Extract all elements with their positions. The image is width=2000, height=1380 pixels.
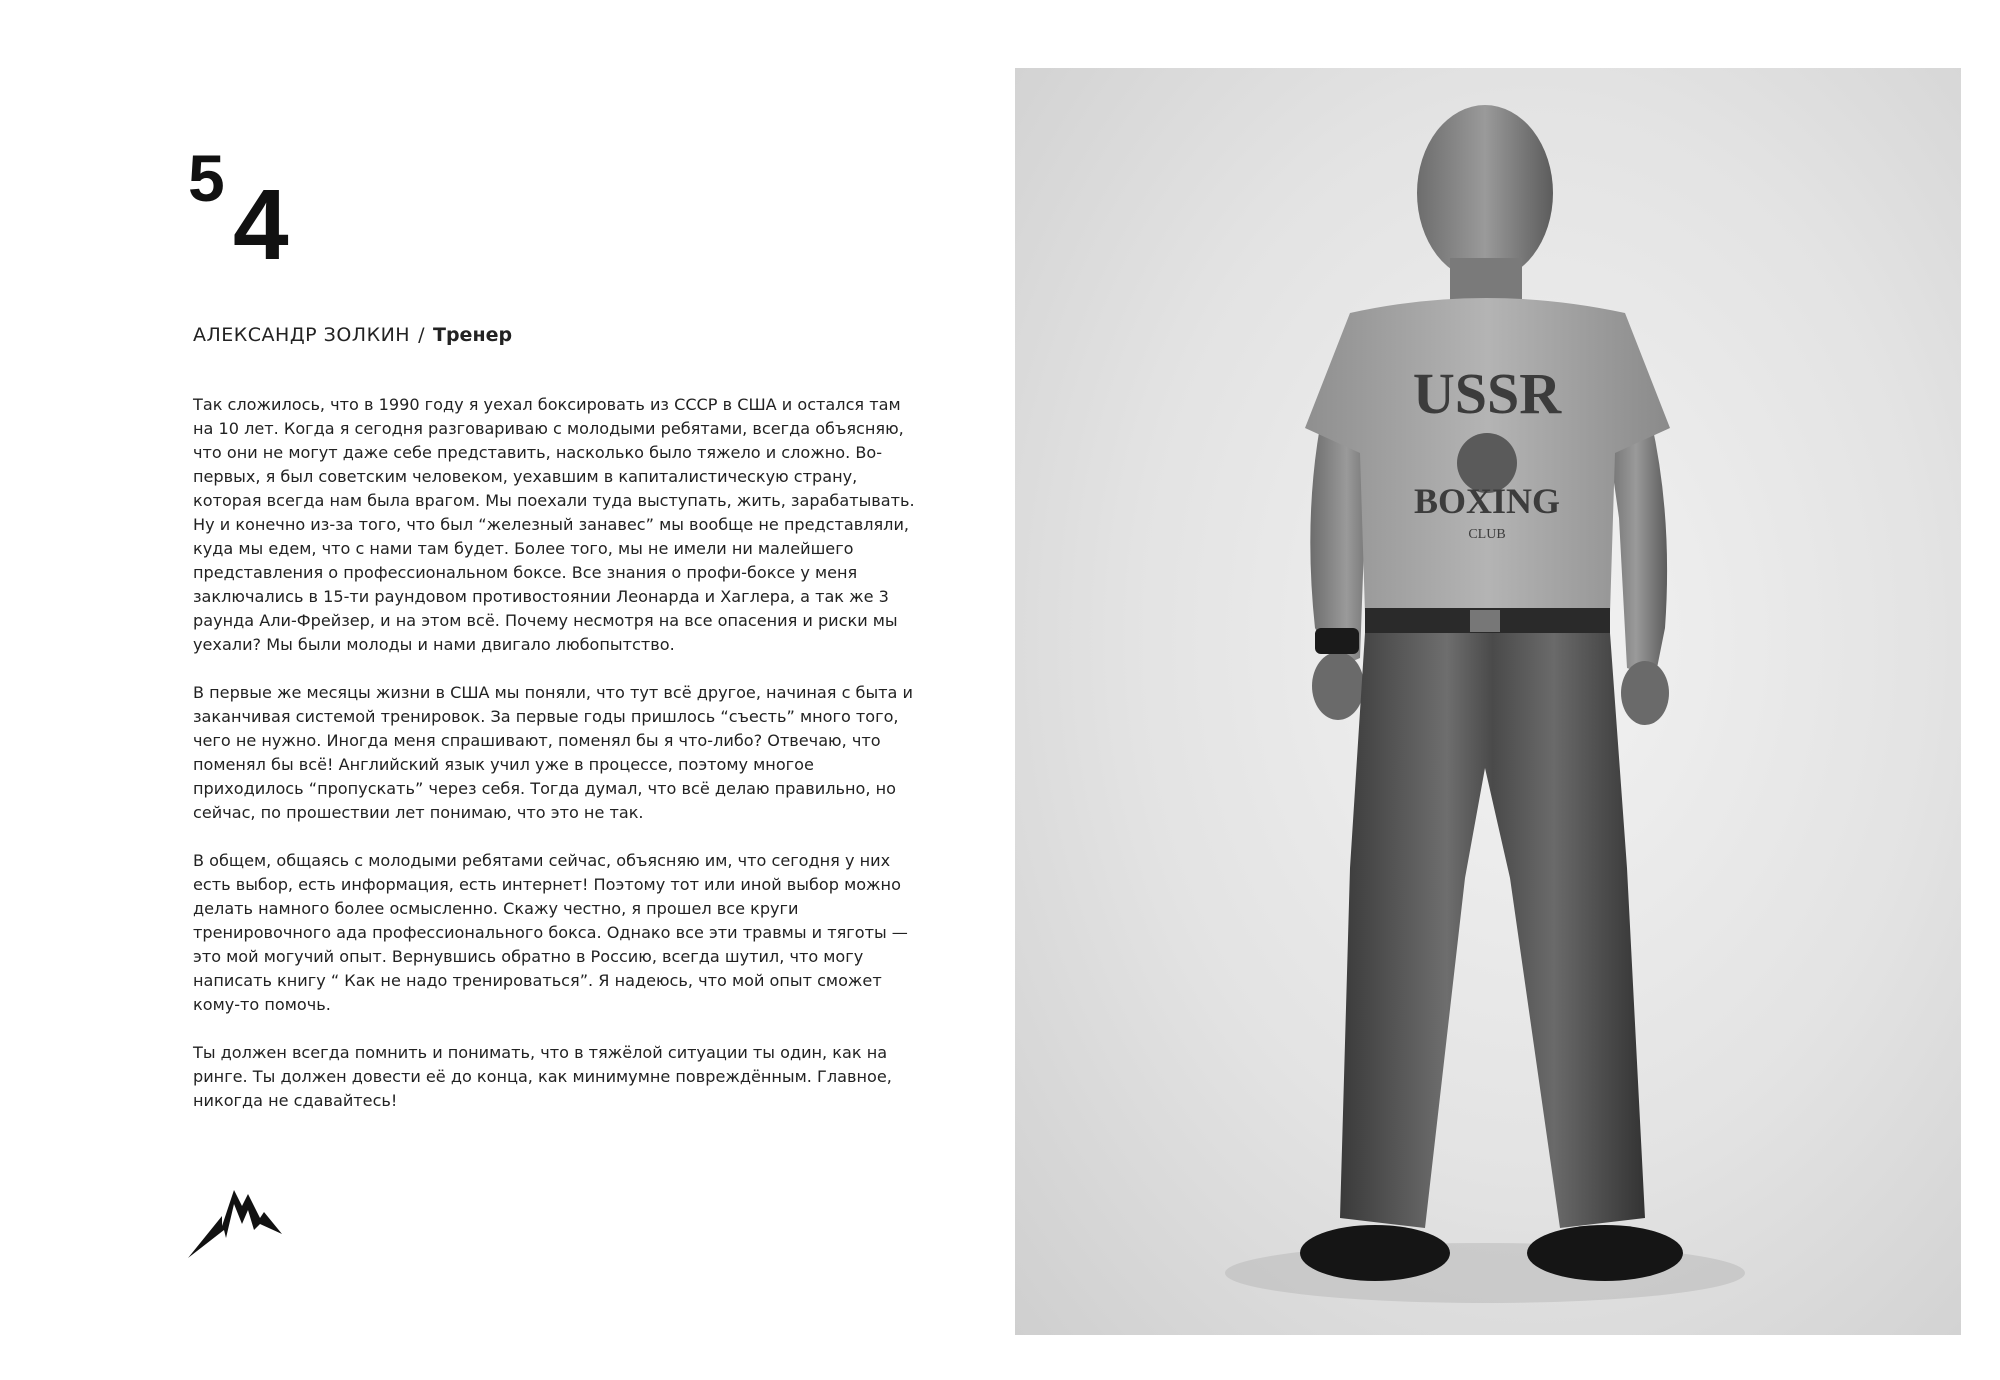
mountain-icon (186, 1180, 284, 1260)
heading-separator: / (418, 324, 425, 346)
shirt-text-sub: CLUB (1468, 527, 1506, 542)
page-number (188, 141, 298, 281)
page-number-second-digit: 4 (233, 169, 289, 281)
paragraph: Ты должен всегда помнить и понимать, что в тяжёлой ситуации ты один, как на ринге. Ты должен довести её до конца, как минимумне повреждённым. Главное, никогда не сдавайтесь! (193, 1043, 892, 1110)
person-name: АЛЕКСАНДР ЗОЛКИН (193, 324, 411, 346)
page-number-first-digit: 5 (188, 141, 225, 215)
person-role: Тренер (433, 324, 513, 346)
portrait-photo (1015, 68, 1961, 1335)
shirt-text-top: USSR (1412, 361, 1562, 426)
paragraph: В первые же месяцы жизни в США мы поняли, что тут всё другое, начиная с быта и заканчивая системой тренировок. За первые годы пришлось “съесть” много того, чего не нужно. Иногда меня спрашивают, поменял бы я что-либо? Отвечаю, что поменял бы всё! Английский язык учил уже в процессе, поэтому многое приходилось “пропускать” через себя. Тогда думал, что всё делаю правильно, но сейчас, по прошествии лет понимаю, что это не так. (193, 683, 913, 822)
interview-text (193, 393, 923, 1137)
person-heading (193, 324, 512, 346)
shirt-text-main: BOXING (1413, 481, 1561, 521)
paragraph: Так сложилось, что в 1990 году я уехал боксировать из СССР в США и остался там на 10 лет. Когда я сегодня разговариваю с молодыми ребятами, всегда объясняю, что они не могут даже себе представить, насколько было тяжело и сложно. Во-первых, я был советским человеком, уехавшим в капиталистическую страну, которая всегда нам была врагом. Мы поехали туда выступать, жить, зарабатывать. Ну и конечно из-за того, что был “железный занавес” мы вообще не представляли, куда мы едем, что с нами там будет. Более того, мы не имели ни малейшего представления о профессиональном боксе. Все знания о профи-боксе у меня заключались в 15-ти раундовом противостоянии Леонарда и Хаглера, а так же 3 раунда Али-Фрейзер, и на этом всё. Почему несмотря на все опасения и риски мы уехали? Мы были молоды и нами двигало любопытство. (193, 395, 915, 654)
paragraph: В общем, общаясь с молодыми ребятами сейчас, объясняю им, что сегодня у них есть выбор, есть информация, есть интернет! Поэтому тот или иной выбор можно делать намного более осмысленно. Скажу честно, я прошел все круги тренировочного ада профессионального бокса. Однако все эти травмы и тяготы — это мой могучий опыт. Вернувшись обратно в Россию, всегда шутил, что могу написать книгу “ Как не надо тренироваться”. Я надеюсь, что мой опыт сможет кому-то помочь. (193, 851, 908, 1014)
